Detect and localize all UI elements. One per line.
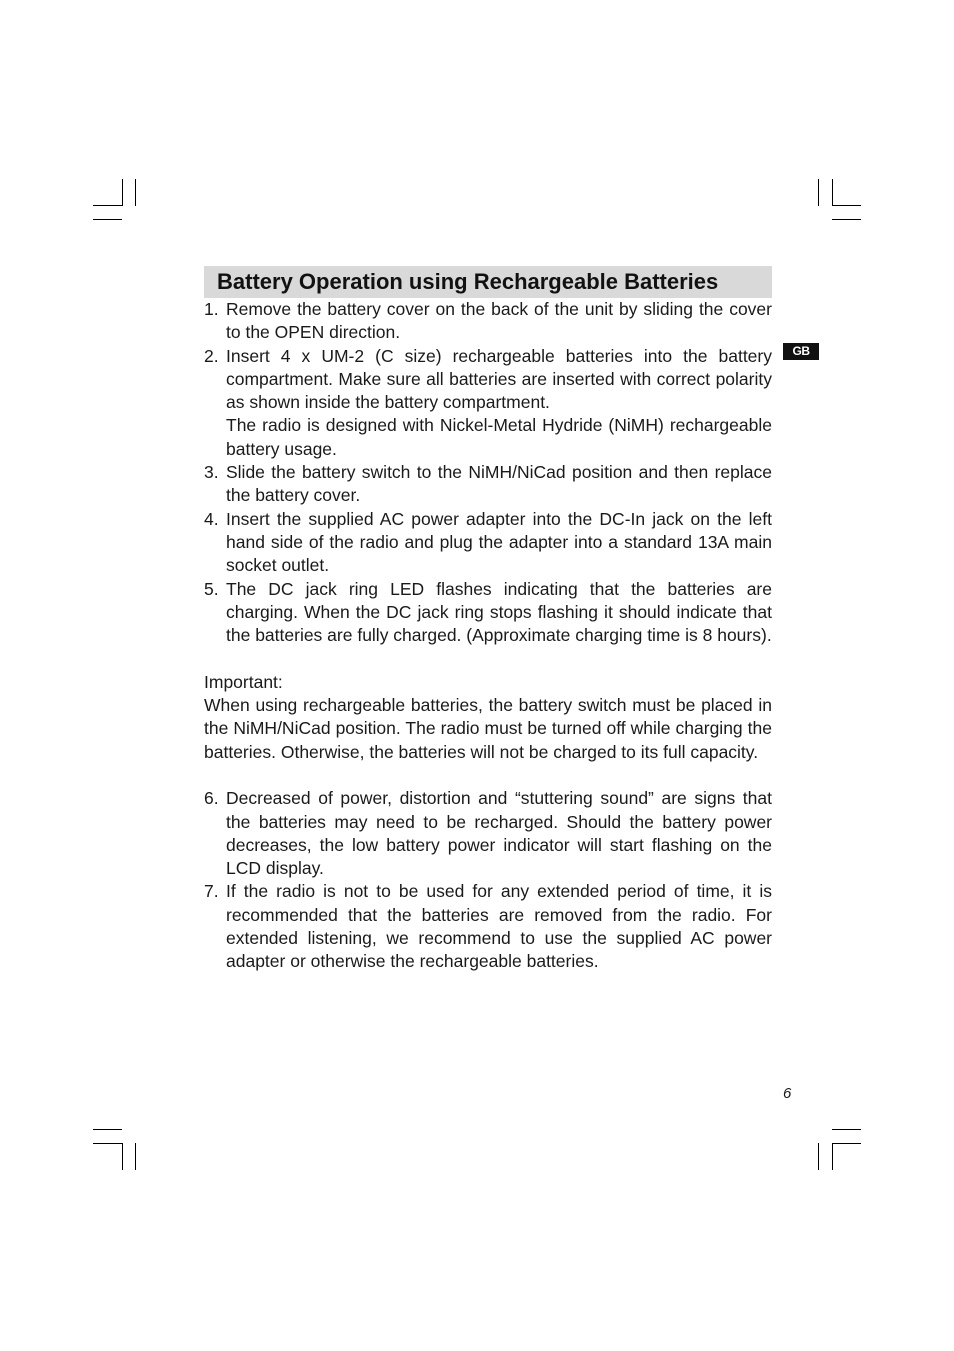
list-item [204, 578, 772, 648]
crop-mark [832, 1129, 861, 1130]
important-text: When using rechargeable batteries, the battery switch must be placed in the NiMH/NiCad position. The radio must be turned off while charging the batteries. Otherwise, the batteries will not be charged to its full capacity. [204, 695, 772, 762]
step-number: 2. [204, 345, 219, 366]
crop-mark [832, 1143, 861, 1144]
steps-list [204, 298, 772, 647]
step-number: 7. [204, 881, 219, 902]
list-item [204, 345, 772, 461]
step-note: The radio is designed with Nickel-Metal Hydride (NiMH) rechargeable battery usage. [226, 415, 772, 459]
list-item [204, 508, 772, 578]
step-number: 6. [204, 788, 219, 809]
step-text: Remove the battery cover on the back of the unit by sliding the cover to the OPEN direction. [226, 299, 772, 343]
crop-mark [832, 179, 833, 206]
section-title: Battery Operation using Rechargeable Batteries [204, 266, 772, 298]
crop-mark [832, 1143, 833, 1170]
list-item [204, 787, 772, 880]
crop-mark [93, 1143, 122, 1144]
crop-mark [93, 219, 122, 220]
step-text: The DC jack ring LED flashes indicating that the batteries are charging. When the DC jack ring stops flashing it should indicate that the batteries are fully charged. (Approximate charging time is 8 hours). [226, 578, 772, 646]
crop-mark [832, 219, 861, 220]
crop-mark [832, 205, 861, 206]
list-item [204, 461, 772, 508]
crop-mark [122, 179, 123, 206]
step-number: 5. [204, 578, 219, 599]
important-label: Important: [204, 671, 283, 692]
crop-mark [818, 179, 819, 206]
step-text: If the radio is not to be used for any extended period of time, it is recommended that the batteries are removed from the radio. For extended listening, we recommend to use the supplied AC power adapter or otherwise the rechargeable batteries. [226, 881, 772, 972]
crop-mark [93, 205, 122, 206]
list-item [204, 880, 772, 973]
language-tab: GB [783, 343, 819, 360]
spacer [204, 647, 772, 670]
step-text: Decreased of power, distortion and “stuttering sound” are signs that the batteries may need to be recharged. Should the battery power decreases, the low battery power indicator will start flashing on the LCD display. [226, 788, 772, 879]
crop-mark [93, 1129, 122, 1130]
page-number: 6 [783, 1085, 792, 1102]
step-number: 1. [204, 299, 219, 319]
step-number: 4. [204, 508, 219, 529]
step-number: 3. [204, 462, 219, 483]
spacer [204, 764, 772, 787]
crop-mark [122, 1143, 123, 1170]
crop-mark [818, 1143, 819, 1170]
crop-mark [135, 179, 136, 206]
step-text: Insert the supplied AC power adapter into the DC-In jack on the left hand side of the radio and plug the adapter into a standard 13A main socket outlet. [226, 508, 772, 576]
crop-mark [135, 1143, 136, 1170]
step-text: Slide the battery switch to the NiMH/NiCad position and then replace the battery cover. [226, 462, 772, 506]
step-text: Insert 4 x UM-2 (C size) rechargeable batteries into the battery compartment. Make sure all batteries are inserted with correct polarity as shown inside the battery compartment. [226, 345, 772, 413]
steps-list [204, 787, 772, 973]
list-item [204, 298, 772, 345]
instructions-body [204, 298, 772, 974]
